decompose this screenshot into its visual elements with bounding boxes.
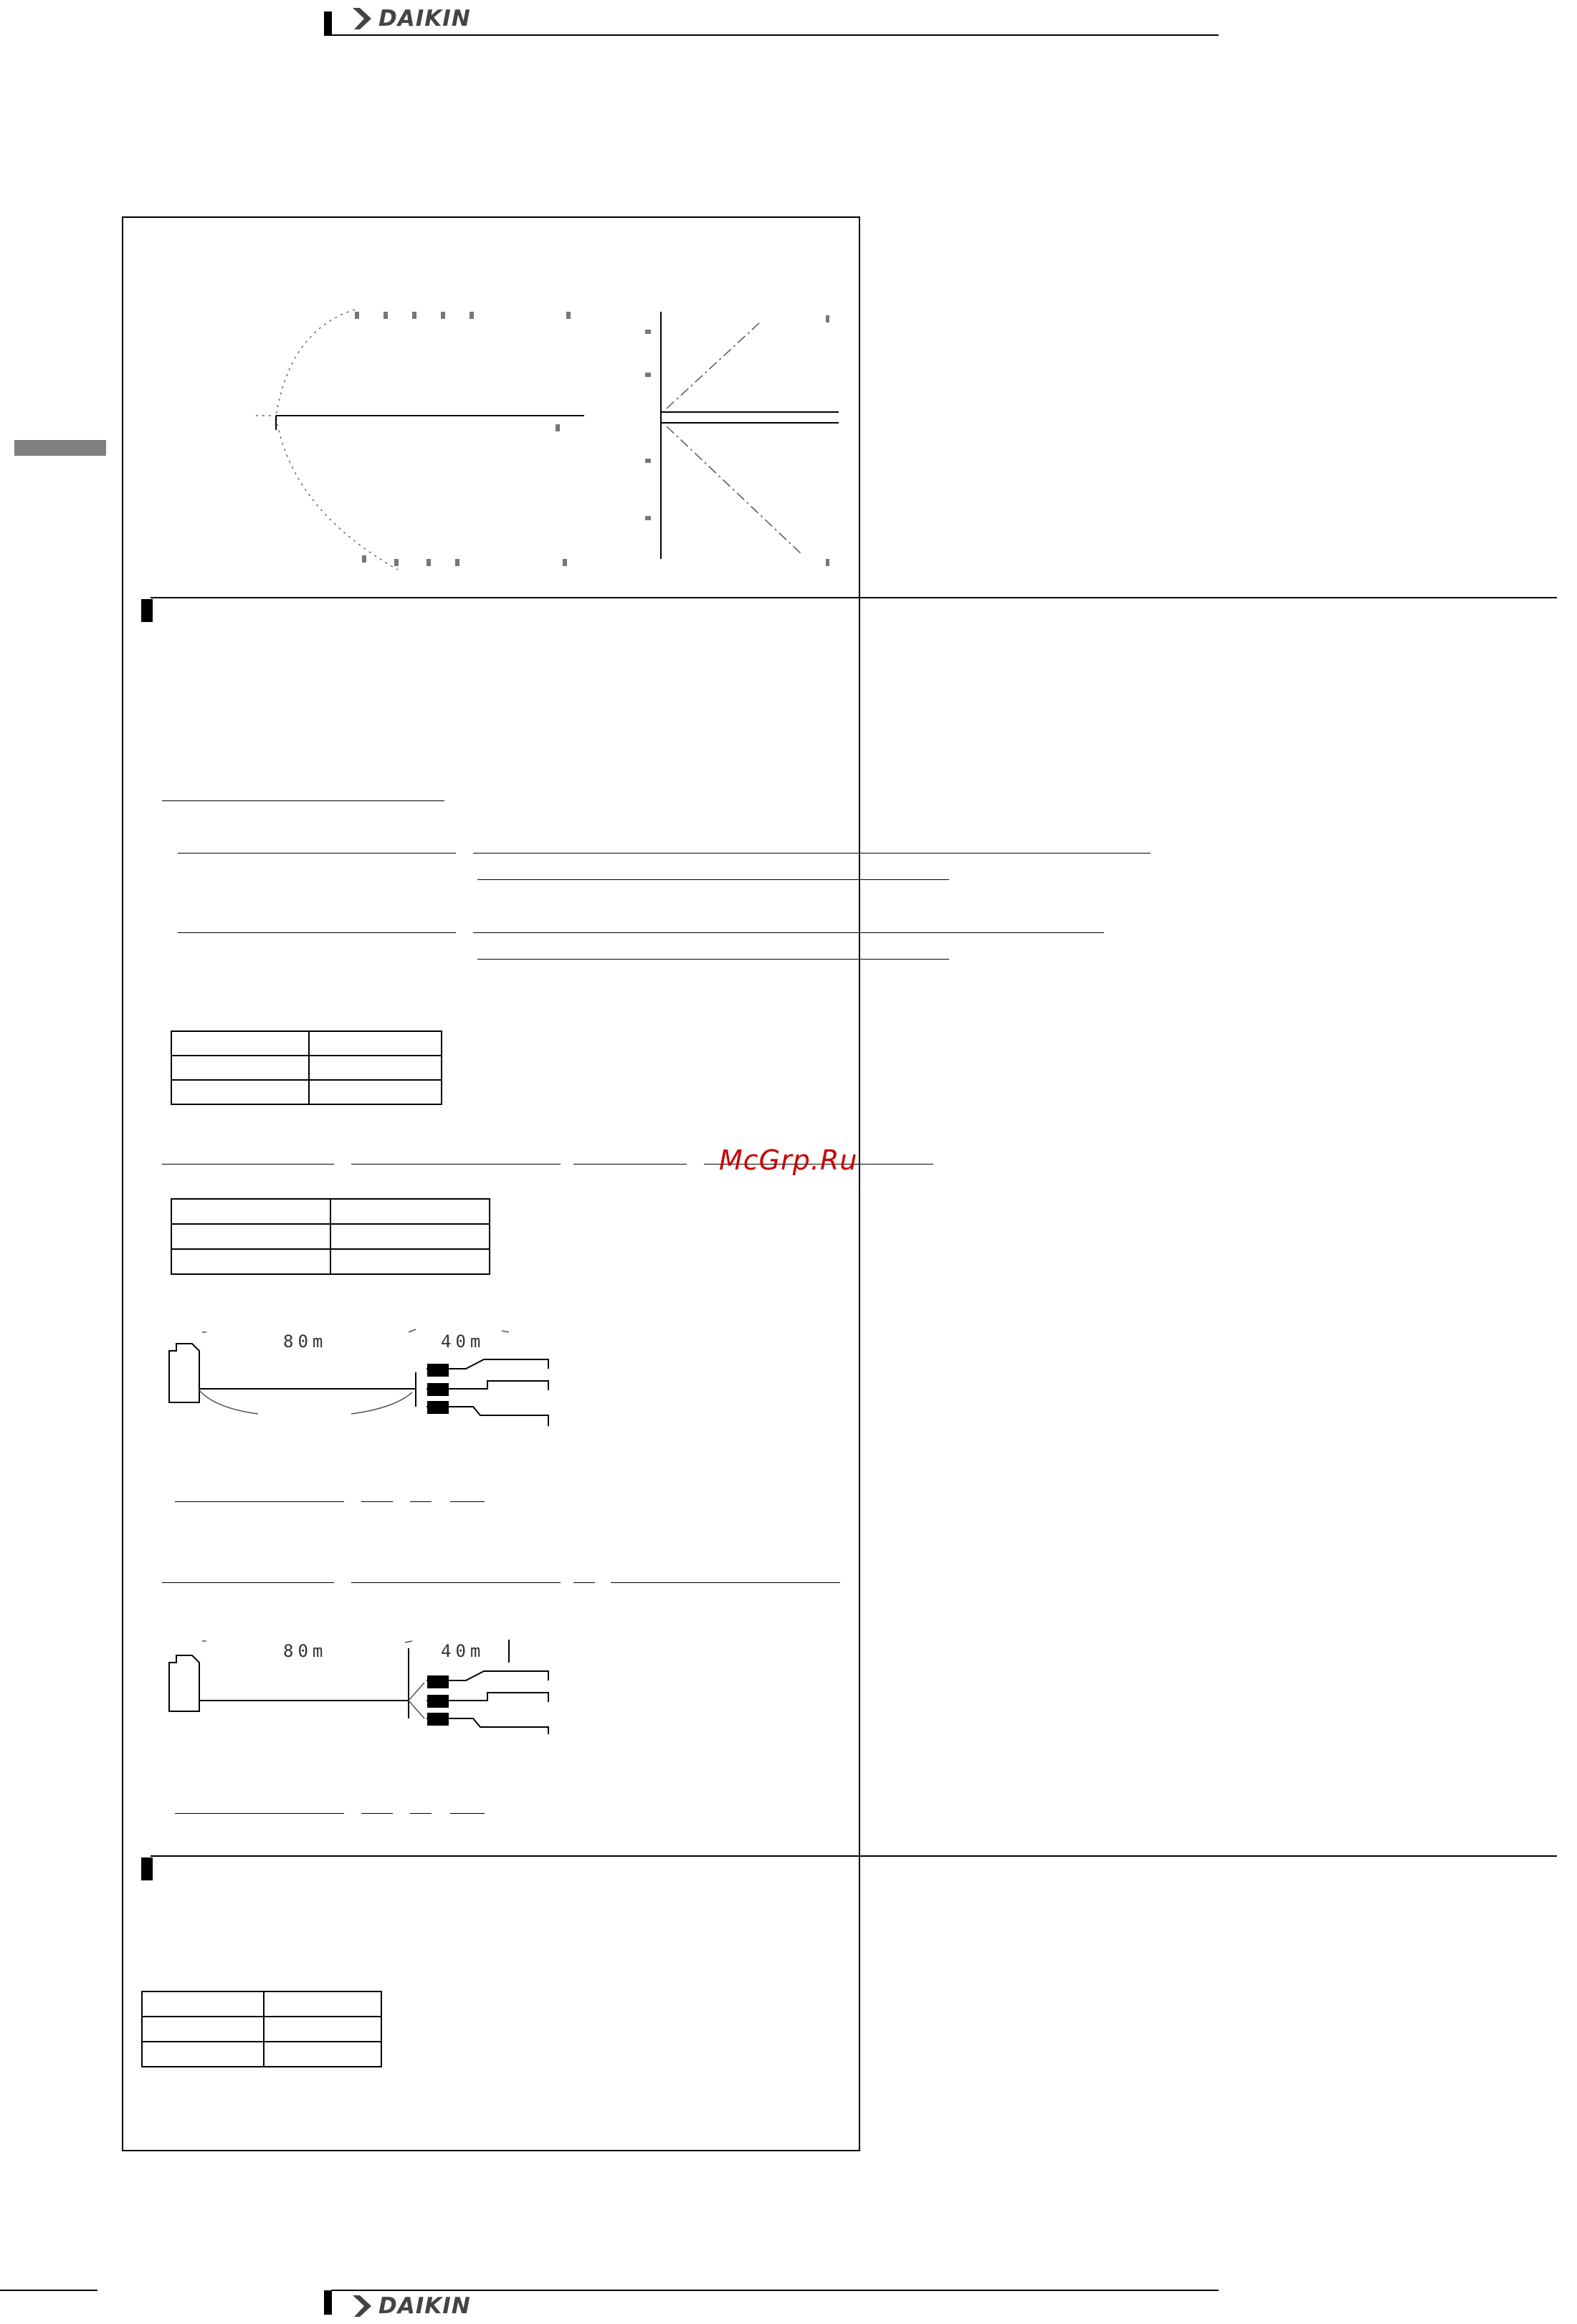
table-row (171, 1199, 490, 1224)
daikin-logo-icon (344, 2294, 376, 2318)
table-row (142, 2017, 381, 2042)
trajectory-plot-right (631, 301, 860, 580)
heading-underline (162, 800, 444, 801)
line-4b (361, 1501, 393, 1502)
table-row (142, 2042, 381, 2067)
table-row (171, 1224, 490, 1249)
section-1-marker (141, 599, 153, 622)
table-row (142, 1991, 381, 2017)
diagram-2-label-branch: 40m (441, 1641, 485, 1661)
table-row (171, 1031, 442, 1056)
line-5c (573, 1582, 595, 1583)
table-row (171, 1056, 442, 1080)
piping-diagram-2 (165, 1634, 566, 1734)
line-6d (450, 1813, 485, 1814)
branch-joint-2 (427, 1695, 449, 1708)
footer-left-rule (0, 2290, 97, 2291)
line-2a (178, 932, 456, 933)
branch-joint-2 (427, 1383, 449, 1396)
line-6b (361, 1813, 393, 1814)
line-6c (410, 1813, 432, 1814)
line-4a (175, 1501, 344, 1502)
footer-rule (331, 2290, 1219, 2291)
branch-joint-3 (427, 1713, 449, 1726)
diagram-1-label-main: 80m (283, 1331, 328, 1352)
line-4d (450, 1501, 485, 1502)
section-1-rule (151, 597, 1557, 598)
footer-logo (344, 2293, 471, 2319)
line-2b (473, 932, 1104, 933)
piping-diagram-1 (165, 1322, 566, 1426)
side-tab (14, 440, 106, 456)
diagram-1-label-branch: 40m (441, 1331, 485, 1352)
header-rule (331, 34, 1219, 36)
table-3 (141, 1991, 382, 2067)
daikin-logo-icon (344, 6, 376, 31)
table-2 (171, 1198, 490, 1275)
table-row (171, 1249, 490, 1274)
line-1c (477, 879, 949, 880)
line-3b (351, 1164, 561, 1165)
line-5a (162, 1582, 334, 1583)
line-5d (611, 1582, 840, 1583)
footer-logo-text: DAIKIN (378, 2293, 471, 2319)
branch-joint-3 (427, 1401, 449, 1414)
table-row (171, 1080, 442, 1104)
line-2c (477, 959, 949, 960)
line-4c (410, 1501, 432, 1502)
branch-joint-1 (427, 1364, 449, 1377)
table-1 (171, 1031, 442, 1105)
header-brand-bar (324, 11, 332, 36)
diagram-2-label-main: 80m (283, 1641, 328, 1661)
section-2-marker (141, 1857, 153, 1880)
header-logo (344, 6, 471, 32)
line-3c (573, 1164, 687, 1165)
watermark-text[interactable]: McGrp.Ru (719, 1144, 858, 1176)
line-3a (162, 1164, 334, 1165)
section-2-rule (151, 1855, 1557, 1857)
trajectory-plot-left (247, 301, 595, 580)
line-5b (351, 1582, 561, 1583)
branch-joint-1 (427, 1675, 449, 1688)
line-6a (175, 1813, 344, 1814)
header-logo-text: DAIKIN (378, 6, 471, 32)
footer-brand-bar (324, 2290, 332, 2315)
